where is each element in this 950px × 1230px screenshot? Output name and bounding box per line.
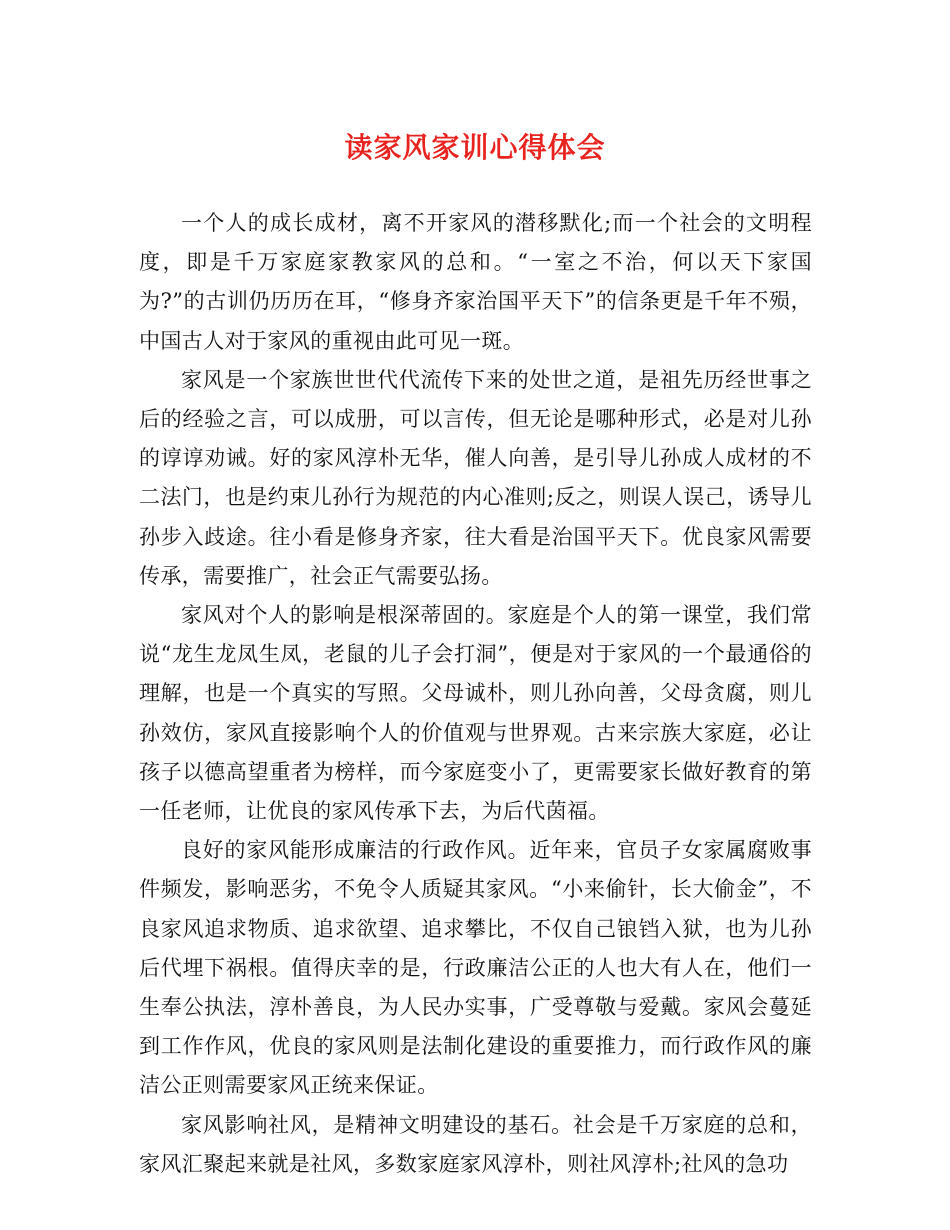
document-title: 读家风家训心得体会	[344, 131, 606, 164]
paragraph-4: 良好的家风能形成廉洁的行政作风。近年来，官员子女家属腐败事件频发，影响恶劣，不免令人质疑其家风。“小来偷针，长大偷金”，不良家风追求物质、追求欲望、追求攀比，不仅自己锒铛入狱，也为儿孙后代埋下祸根。值得庆幸的是，行政廉洁公正的人也大有人在，他们一生奉公执法，淳朴善良，为人民办实事，广受尊敬与爱戴。家风会蔓延到工作作风，优良的家风则是法制化建设的重要推力，而行政作风的廉洁公正则需要家风正统来保证。	[139, 838, 812, 1098]
paragraph-5: 家风影响社风，是精神文明建设的基石。社会是千万家庭的总和，家风汇聚起来就是社风，多数家庭家风淳朴，则社风淳朴;社风的急功	[139, 1112, 812, 1176]
paragraph-1: 一个人的成长成材，离不开家风的潜移默化;而一个社会的文明程度，即是千万家庭家教家风的总和。“一室之不治，何以天下家国为?”的古训仍历历在耳，“修身齐家治国平天下”的信条更是千年不殒，中国古人对于家风的重视由此可见一斑。	[139, 211, 812, 353]
paragraph-3: 家风对个人的影响是根深蒂固的。家庭是个人的第一课堂，我们常说“龙生龙凤生凤，老鼠的儿子会打洞”，便是对于家风的一个最通俗的理解，也是一个真实的写照。父母诚朴，则儿孙向善，父母贪腐，则儿孙效仿，家风直接影响个人的价值观与世界观。古来宗族大家庭，必让孩子以德高望重者为榜样，而今家庭变小了，更需要家长做好教育的第一任老师，让优良的家风传承下去，为后代茵福。	[139, 603, 812, 824]
document-body	[139, 204, 812, 1184]
paragraph-2: 家风是一个家族世世代代流传下来的处世之道，是祖先历经世事之后的经验之言，可以成册，可以言传，但无论是哪种形式，必是对儿孙的谆谆劝诫。好的家风淳朴无华，催人向善，是引导儿孙成人成材的不二法门，也是约束儿孙行为规范的内心准则;反之，则误人误己，诱导儿孙步入歧途。往小看是修身齐家，往大看是治国平天下。优良家风需要传承，需要推广，社会正气需要弘扬。	[139, 367, 812, 588]
